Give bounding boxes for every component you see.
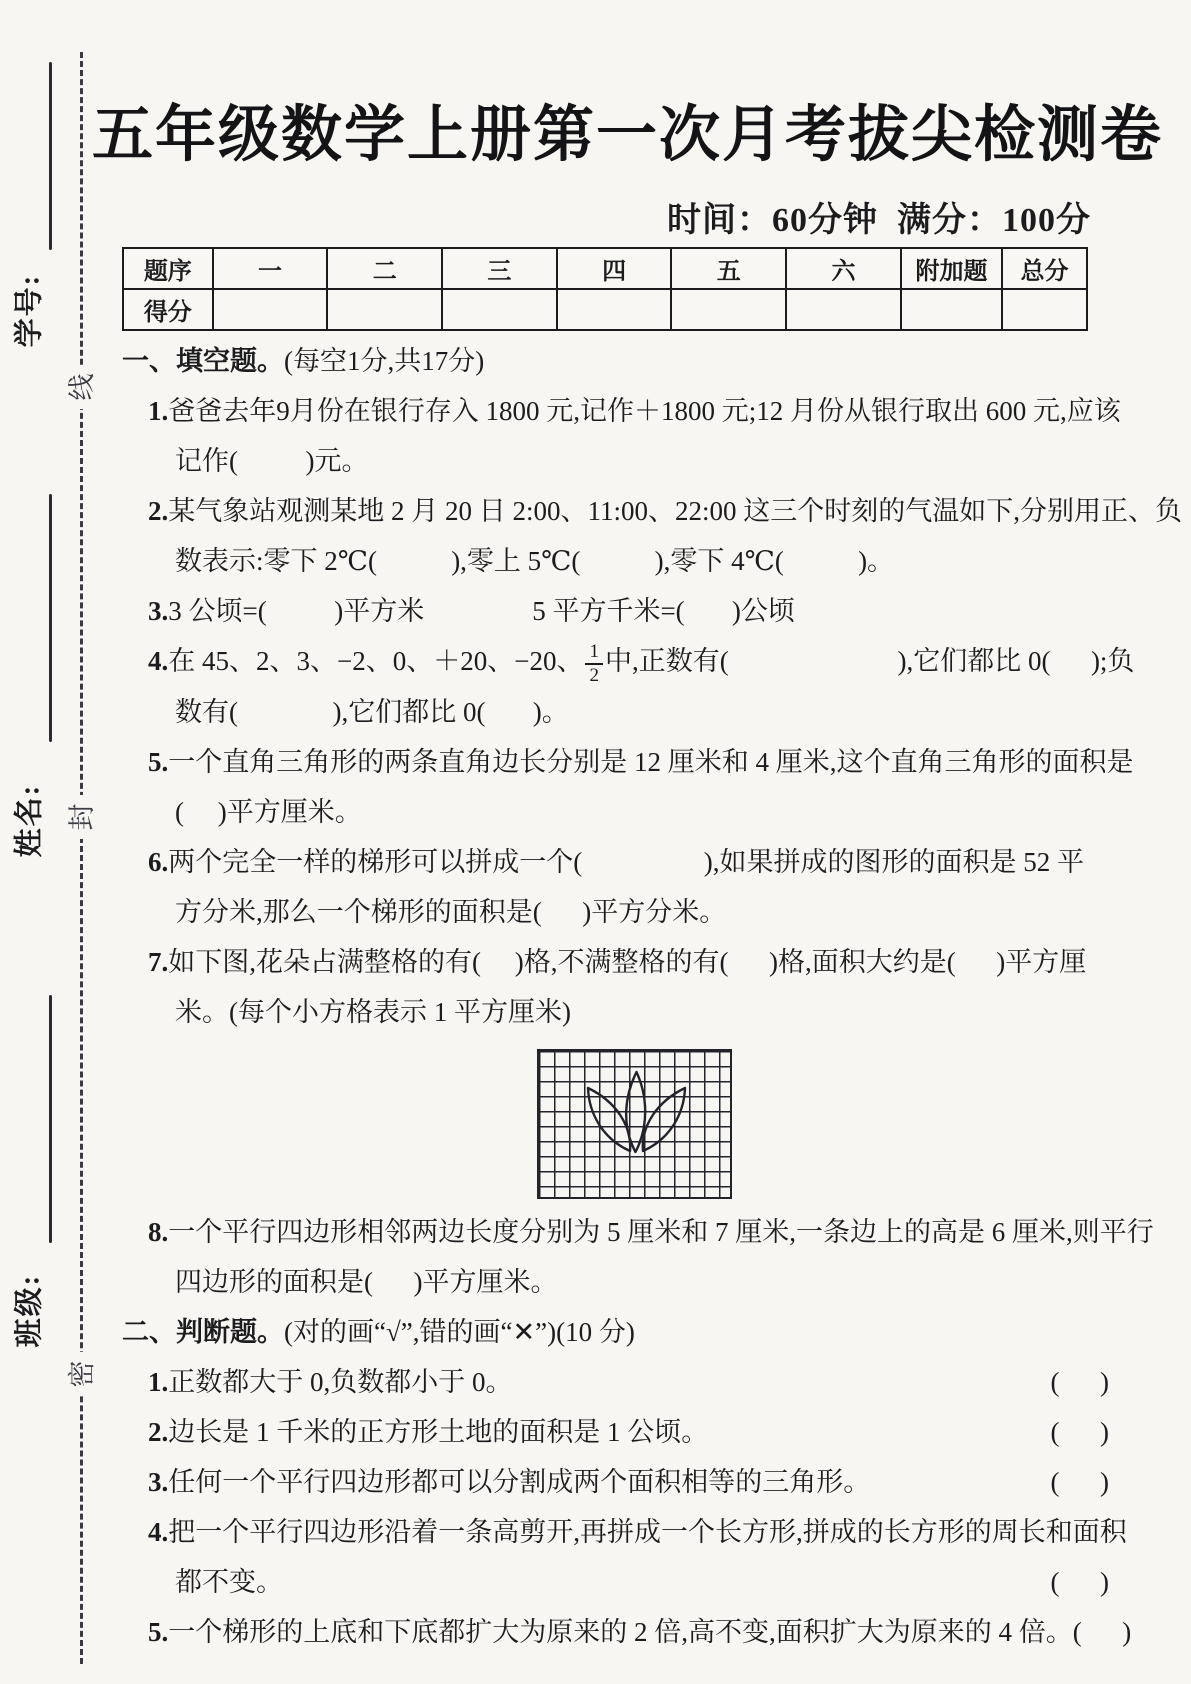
question-text: 米。(每个小方格表示 1 平方厘米): [175, 996, 571, 1027]
exam-title: 五年级数学上册第一次月考拔尖检测卷: [92, 102, 1164, 169]
student-id-label: 学号:: [13, 273, 46, 348]
score-table-header-cell: 一: [213, 248, 328, 289]
score-cell-empty: [901, 289, 1002, 330]
answer-paren: ( ): [1050, 1466, 1109, 1497]
score-table-header-cell: 五: [671, 248, 786, 289]
fill-question-4: [122, 636, 1167, 737]
question-number: 5.: [148, 746, 169, 777]
seal-char-feng: 封: [60, 795, 104, 839]
question-number: 4.: [148, 1516, 169, 1547]
exam-time-score-info: 时间：60分钟 满分：100分: [667, 202, 1091, 239]
judge-question-4: [122, 1507, 1167, 1607]
score-table-header-cell: 四: [557, 248, 672, 289]
score-table-header-cell: 附加题: [901, 248, 1002, 289]
name-label: 姓名:: [13, 783, 46, 858]
score-cell-empty: [1002, 289, 1087, 330]
section2-heading-note: (对的画“√”,错的画“✕”)(10 分): [284, 1316, 635, 1347]
question-text: 一个梯形的上底和下底都扩大为原来的 2 倍,高不变,面积扩大为原来的 4 倍。: [168, 1616, 1073, 1647]
grid-figure: [537, 1049, 732, 1199]
seal-char-xian: 线: [60, 365, 104, 409]
exam-body: [122, 336, 1183, 1657]
question-text: 把一个平行四边形沿着一条高剪开,再拼成一个长方形,拼成的长方形的周长和面积: [168, 1516, 1127, 1547]
fill-question-6: [122, 837, 1167, 937]
score-table-header-cell: 三: [442, 248, 557, 289]
question-text: 数有( ),它们都比 0( )。: [175, 696, 569, 727]
score-table-header-row: [123, 248, 1087, 289]
judge-question-2: [122, 1407, 1167, 1457]
question-number: 2.: [148, 496, 169, 526]
question-text: ( )平方厘米。: [175, 796, 362, 827]
fraction-denominator: 2: [589, 664, 599, 686]
score-table-header-cell: 总分: [1002, 248, 1087, 289]
question-text: 一个平行四边形相邻两边长度分别为 5 厘米和 7 厘米,一条边上的高是 6 厘米,则平行: [168, 1216, 1154, 1247]
student-id-blank-line: [49, 62, 52, 250]
question-number: 8.: [148, 1216, 169, 1247]
score-cell-empty: [442, 289, 557, 330]
answer-paren: ( ): [1050, 1366, 1109, 1397]
score-table-header-cell: 二: [327, 248, 442, 289]
question-text: 两个完全一样的梯形可以拼成一个( ),如果拼成的图形的面积是 52 平: [168, 846, 1084, 877]
question-text: 方分米,那么一个梯形的面积是( )平方分米。: [175, 896, 727, 927]
question-text: 3 公顷=( )平方米 5 平方千米=( )公顷: [168, 596, 795, 626]
section1-heading-bold: 一、填空题。: [122, 346, 284, 376]
question-number: 7.: [148, 946, 169, 977]
fill-question-3: [122, 586, 1167, 636]
score-cell-empty: [786, 289, 901, 330]
judge-question-5: [122, 1607, 1167, 1657]
name-blank-line: [49, 494, 52, 742]
question7-figure: [537, 1049, 1167, 1199]
question-number: 5.: [148, 1616, 169, 1647]
seal-dashed-line: [80, 52, 83, 1664]
fraction-numerator: 1: [585, 641, 603, 665]
question-text: 正数都大于 0,负数都小于 0。: [168, 1366, 513, 1397]
question-text: 爸爸去年9月份在银行存入 1800 元,记作＋1800 元;12 月份从银行取出 600 元,应该: [168, 396, 1121, 426]
question-number: 4.: [148, 646, 169, 676]
question-text: 中,正数有( ),它们都比 0( );负: [604, 646, 1135, 676]
answer-paren: ( ): [1050, 1566, 1109, 1597]
question-text: 如下图,花朵占满整格的有( )格,不满整格的有( )格,面积大约是( )平方厘: [168, 946, 1087, 977]
question-text: 都不变。: [175, 1566, 283, 1597]
judge-question-1: [122, 1357, 1167, 1407]
fill-question-8: [122, 1207, 1167, 1307]
score-cell-empty: [213, 289, 328, 330]
question-number: 3.: [148, 1466, 169, 1497]
section2-heading-bold: 二、判断题。: [122, 1316, 284, 1347]
answer-paren: ( ): [1050, 1416, 1109, 1447]
fill-question-1: [122, 386, 1167, 486]
fill-question-7: [122, 937, 1167, 1037]
question-number: 2.: [148, 1416, 169, 1447]
question-text: 边长是 1 千米的正方形土地的面积是 1 公顷。: [168, 1416, 709, 1447]
question-text: 数表示:零下 2℃( ),零上 5℃( ),零下 4℃( )。: [175, 546, 895, 576]
score-cell-empty: [557, 289, 672, 330]
question-number: 1.: [148, 1366, 169, 1397]
answer-paren: ( ): [1072, 1616, 1132, 1647]
section2-heading: [122, 1307, 1167, 1357]
question-text: 一个直角三角形的两条直角边长分别是 12 厘米和 4 厘米,这个直角三角形的面积是: [168, 746, 1134, 777]
score-table-header-cell: 题序: [123, 248, 213, 289]
section1-heading: [122, 336, 1167, 386]
question-number: 3.: [148, 596, 169, 626]
class-blank-line: [49, 995, 52, 1243]
question-text: 在 45、2、3、−2、0、＋20、−20、: [168, 646, 584, 676]
question-text: 任何一个平行四边形都可以分割成两个面积相等的三角形。: [168, 1466, 871, 1497]
score-row-label: 得分: [123, 289, 213, 330]
question-number: 6.: [148, 846, 169, 877]
score-table-score-row: [123, 289, 1087, 330]
score-table-header-cell: 六: [786, 248, 901, 289]
flower-drawing: [539, 1051, 734, 1201]
question-number: 1.: [148, 396, 169, 426]
score-cell-empty: [327, 289, 442, 330]
score-table: [122, 247, 1088, 331]
score-cell-empty: [671, 289, 786, 330]
section1-heading-note: (每空1分,共17分): [284, 346, 485, 376]
class-label: 班级:: [13, 1273, 46, 1348]
question-text: 四边形的面积是( )平方厘米。: [175, 1266, 558, 1297]
question-text: 记作( )元。: [175, 446, 369, 476]
question-text: 某气象站观测某地 2 月 20 日 2:00、11:00、22:00 这三个时刻的气温如下,分别用正、负: [168, 496, 1183, 526]
seal-char-mi: 密: [60, 1352, 104, 1396]
fill-question-2: [122, 486, 1183, 586]
fill-question-5: [122, 737, 1167, 837]
fraction-one-half: [585, 641, 603, 687]
judge-question-3: [122, 1457, 1167, 1507]
